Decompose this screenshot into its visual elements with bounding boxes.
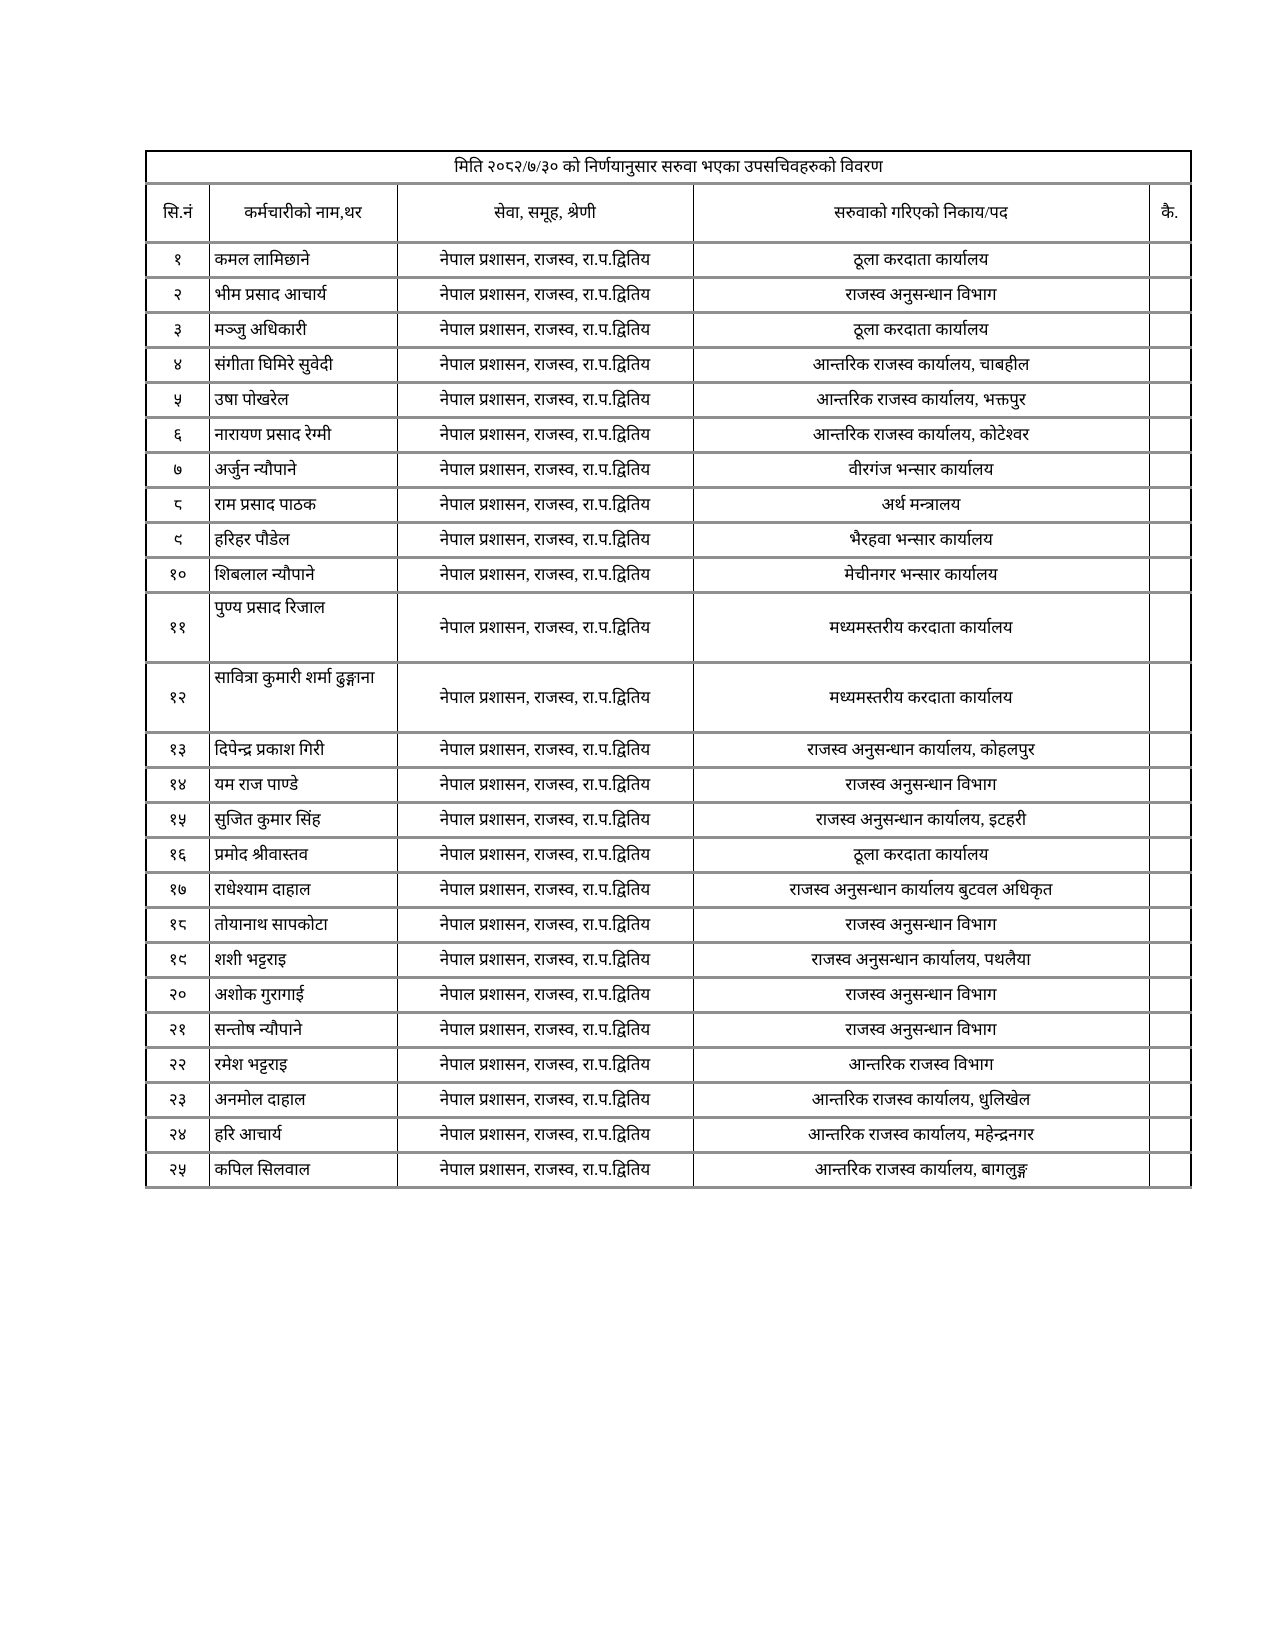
cell-employee-name: शशी भट्टराइ bbox=[209, 943, 397, 978]
cell-employee-name: यम राज पाण्डे bbox=[209, 768, 397, 803]
cell-employee-name: सावित्रा कुमारी शर्मा ढुङ्गाना bbox=[209, 663, 397, 733]
cell-remark bbox=[1149, 418, 1191, 453]
cell-remark bbox=[1149, 313, 1191, 348]
cell-employee-name: भीम प्रसाद आचार्य bbox=[209, 278, 397, 313]
table-row bbox=[146, 803, 1191, 838]
table-row bbox=[146, 523, 1191, 558]
cell-transfer-office: आन्तरिक राजस्व विभाग bbox=[693, 1048, 1149, 1083]
cell-service-group: नेपाल प्रशासन, राजस्व, रा.प.द्वितिय bbox=[397, 803, 693, 838]
cell-employee-name: दिपेन्द्र प्रकाश गिरी bbox=[209, 733, 397, 768]
cell-transfer-office: आन्तरिक राजस्व कार्यालय, महेन्द्रनगर bbox=[693, 1118, 1149, 1153]
cell-service-group: नेपाल प्रशासन, राजस्व, रा.प.द्वितिय bbox=[397, 873, 693, 908]
cell-serial-number: १५ bbox=[146, 803, 209, 838]
cell-remark bbox=[1149, 1153, 1191, 1188]
cell-service-group: नेपाल प्रशासन, राजस्व, रा.प.द्वितिय bbox=[397, 1048, 693, 1083]
cell-serial-number: २२ bbox=[146, 1048, 209, 1083]
table-row bbox=[146, 278, 1191, 313]
cell-serial-number: ७ bbox=[146, 453, 209, 488]
table-row bbox=[146, 978, 1191, 1013]
cell-serial-number: २१ bbox=[146, 1013, 209, 1048]
table-header-row bbox=[146, 184, 1191, 243]
col-header-service-group: सेवा, समूह, श्रेणी bbox=[397, 184, 693, 243]
table-title-row bbox=[146, 151, 1191, 184]
cell-serial-number: १० bbox=[146, 558, 209, 593]
col-header-transfer-office: सरुवाको गरिएको निकाय/पद bbox=[693, 184, 1149, 243]
cell-transfer-office: राजस्व अनुसन्धान कार्यालय बुटवल अधिकृत bbox=[693, 873, 1149, 908]
cell-service-group: नेपाल प्रशासन, राजस्व, रा.प.द्वितिय bbox=[397, 838, 693, 873]
cell-serial-number: ८ bbox=[146, 488, 209, 523]
cell-remark bbox=[1149, 1083, 1191, 1118]
cell-remark bbox=[1149, 1118, 1191, 1153]
table-row bbox=[146, 313, 1191, 348]
cell-transfer-office: राजस्व अनुसन्धान विभाग bbox=[693, 1013, 1149, 1048]
cell-remark bbox=[1149, 803, 1191, 838]
cell-serial-number: १६ bbox=[146, 838, 209, 873]
cell-serial-number: १९ bbox=[146, 943, 209, 978]
cell-serial-number: २३ bbox=[146, 1083, 209, 1118]
table-row bbox=[146, 1118, 1191, 1153]
cell-service-group: नेपाल प्रशासन, राजस्व, रा.प.द्वितिय bbox=[397, 1153, 693, 1188]
cell-employee-name: अशोक गुरागाई bbox=[209, 978, 397, 1013]
cell-transfer-office: अर्थ मन्त्रालय bbox=[693, 488, 1149, 523]
cell-transfer-office: मध्यमस्तरीय करदाता कार्यालय bbox=[693, 593, 1149, 663]
cell-service-group: नेपाल प्रशासन, राजस्व, रा.प.द्वितिय bbox=[397, 768, 693, 803]
cell-remark bbox=[1149, 593, 1191, 663]
cell-transfer-office: राजस्व अनुसन्धान कार्यालय, इटहरी bbox=[693, 803, 1149, 838]
col-header-remark: कै. bbox=[1149, 184, 1191, 243]
cell-employee-name: हरिहर पौडेल bbox=[209, 523, 397, 558]
cell-serial-number: ४ bbox=[146, 348, 209, 383]
cell-serial-number: ५ bbox=[146, 383, 209, 418]
cell-remark bbox=[1149, 873, 1191, 908]
cell-remark bbox=[1149, 488, 1191, 523]
cell-serial-number: २४ bbox=[146, 1118, 209, 1153]
cell-service-group: नेपाल प्रशासन, राजस्व, रा.प.द्वितिय bbox=[397, 1013, 693, 1048]
cell-remark bbox=[1149, 278, 1191, 313]
cell-transfer-office: राजस्व अनुसन्धान कार्यालय, पथलैया bbox=[693, 943, 1149, 978]
cell-employee-name: शिबलाल न्यौपाने bbox=[209, 558, 397, 593]
table-row bbox=[146, 943, 1191, 978]
cell-transfer-office: आन्तरिक राजस्व कार्यालय, कोटेश्वर bbox=[693, 418, 1149, 453]
cell-service-group: नेपाल प्रशासन, राजस्व, रा.प.द्वितिय bbox=[397, 978, 693, 1013]
cell-serial-number: १८ bbox=[146, 908, 209, 943]
cell-serial-number: २५ bbox=[146, 1153, 209, 1188]
cell-transfer-office: मेचीनगर भन्सार कार्यालय bbox=[693, 558, 1149, 593]
cell-service-group: नेपाल प्रशासन, राजस्व, रा.प.द्वितिय bbox=[397, 488, 693, 523]
cell-employee-name: अनमोल दाहाल bbox=[209, 1083, 397, 1118]
cell-remark bbox=[1149, 943, 1191, 978]
cell-serial-number: २ bbox=[146, 278, 209, 313]
cell-transfer-office: आन्तरिक राजस्व कार्यालय, बागलुङ्ग bbox=[693, 1153, 1149, 1188]
cell-employee-name: कमल लामिछाने bbox=[209, 243, 397, 278]
cell-employee-name: पुण्य प्रसाद रिजाल bbox=[209, 593, 397, 663]
cell-transfer-office: आन्तरिक राजस्व कार्यालय, भक्तपुर bbox=[693, 383, 1149, 418]
col-header-serial-number: सि.नं bbox=[146, 184, 209, 243]
cell-employee-name: प्रमोद श्रीवास्तव bbox=[209, 838, 397, 873]
cell-serial-number: ९ bbox=[146, 523, 209, 558]
cell-serial-number: १४ bbox=[146, 768, 209, 803]
cell-serial-number: १७ bbox=[146, 873, 209, 908]
cell-employee-name: राम प्रसाद पाठक bbox=[209, 488, 397, 523]
cell-service-group: नेपाल प्रशासन, राजस्व, रा.प.द्वितिय bbox=[397, 243, 693, 278]
cell-transfer-office: भैरहवा भन्सार कार्यालय bbox=[693, 523, 1149, 558]
cell-employee-name: राधेश्याम दाहाल bbox=[209, 873, 397, 908]
cell-remark bbox=[1149, 453, 1191, 488]
cell-remark bbox=[1149, 243, 1191, 278]
cell-transfer-office: आन्तरिक राजस्व कार्यालय, धुलिखेल bbox=[693, 1083, 1149, 1118]
cell-remark bbox=[1149, 523, 1191, 558]
cell-transfer-office: ठूला करदाता कार्यालय bbox=[693, 243, 1149, 278]
table-title: मिति २०८२/७/३० को निर्णयानुसार सरुवा भएका उपसचिवहरुको विवरण bbox=[454, 157, 883, 177]
cell-employee-name: हरि आचार्य bbox=[209, 1118, 397, 1153]
cell-serial-number: १ bbox=[146, 243, 209, 278]
table-row bbox=[146, 663, 1191, 733]
cell-remark bbox=[1149, 1048, 1191, 1083]
table-row bbox=[146, 873, 1191, 908]
cell-serial-number: ३ bbox=[146, 313, 209, 348]
cell-remark bbox=[1149, 383, 1191, 418]
table-row bbox=[146, 768, 1191, 803]
cell-service-group: नेपाल प्रशासन, राजस्व, रा.प.द्वितिय bbox=[397, 663, 693, 733]
table-row bbox=[146, 348, 1191, 383]
cell-transfer-office: ठूला करदाता कार्यालय bbox=[693, 838, 1149, 873]
cell-service-group: नेपाल प्रशासन, राजस्व, रा.प.द्वितिय bbox=[397, 383, 693, 418]
cell-employee-name: रमेश भट्टराइ bbox=[209, 1048, 397, 1083]
cell-remark bbox=[1149, 768, 1191, 803]
cell-employee-name: तोयानाथ सापकोटा bbox=[209, 908, 397, 943]
table-row bbox=[146, 418, 1191, 453]
table-row bbox=[146, 558, 1191, 593]
transfer-table bbox=[145, 150, 1192, 1189]
table-row bbox=[146, 908, 1191, 943]
cell-service-group: नेपाल प्रशासन, राजस्व, रा.प.द्वितिय bbox=[397, 1083, 693, 1118]
cell-remark bbox=[1149, 558, 1191, 593]
cell-service-group: नेपाल प्रशासन, राजस्व, रा.प.द्वितिय bbox=[397, 523, 693, 558]
table-row bbox=[146, 733, 1191, 768]
cell-employee-name: सुजित कुमार सिंह bbox=[209, 803, 397, 838]
cell-remark bbox=[1149, 838, 1191, 873]
table-body bbox=[146, 243, 1191, 1188]
table-row bbox=[146, 1013, 1191, 1048]
cell-service-group: नेपाल प्रशासन, राजस्व, रा.प.द्वितिय bbox=[397, 943, 693, 978]
cell-employee-name: कपिल सिलवाल bbox=[209, 1153, 397, 1188]
cell-remark bbox=[1149, 908, 1191, 943]
cell-employee-name: अर्जुन न्यौपाने bbox=[209, 453, 397, 488]
cell-serial-number: १३ bbox=[146, 733, 209, 768]
cell-transfer-office: राजस्व अनुसन्धान कार्यालय, कोहलपुर bbox=[693, 733, 1149, 768]
cell-serial-number: ११ bbox=[146, 593, 209, 663]
cell-serial-number: १२ bbox=[146, 663, 209, 733]
table-row bbox=[146, 1153, 1191, 1188]
col-header-employee-name: कर्मचारीको नाम,थर bbox=[209, 184, 397, 243]
cell-employee-name: नारायण प्रसाद रेग्मी bbox=[209, 418, 397, 453]
cell-service-group: नेपाल प्रशासन, राजस्व, रा.प.द्वितिय bbox=[397, 418, 693, 453]
cell-employee-name: सन्तोष न्यौपाने bbox=[209, 1013, 397, 1048]
cell-service-group: नेपाल प्रशासन, राजस्व, रा.प.द्वितिय bbox=[397, 558, 693, 593]
table-row bbox=[146, 453, 1191, 488]
cell-service-group: नेपाल प्रशासन, राजस्व, रा.प.द्वितिय bbox=[397, 733, 693, 768]
cell-service-group: नेपाल प्रशासन, राजस्व, रा.प.द्वितिय bbox=[397, 348, 693, 383]
table-row bbox=[146, 838, 1191, 873]
table-row bbox=[146, 243, 1191, 278]
cell-service-group: नेपाल प्रशासन, राजस्व, रा.प.द्वितिय bbox=[397, 453, 693, 488]
table-row bbox=[146, 593, 1191, 663]
table-row bbox=[146, 488, 1191, 523]
cell-transfer-office: राजस्व अनुसन्धान विभाग bbox=[693, 278, 1149, 313]
cell-service-group: नेपाल प्रशासन, राजस्व, रा.प.द्वितिय bbox=[397, 278, 693, 313]
cell-serial-number: ६ bbox=[146, 418, 209, 453]
cell-service-group: नेपाल प्रशासन, राजस्व, रा.प.द्वितिय bbox=[397, 593, 693, 663]
cell-transfer-office: आन्तरिक राजस्व कार्यालय, चाबहील bbox=[693, 348, 1149, 383]
cell-employee-name: उषा पोखरेल bbox=[209, 383, 397, 418]
cell-transfer-office: मध्यमस्तरीय करदाता कार्यालय bbox=[693, 663, 1149, 733]
cell-employee-name: संगीता घिमिरे सुवेदी bbox=[209, 348, 397, 383]
cell-service-group: नेपाल प्रशासन, राजस्व, रा.प.द्वितिय bbox=[397, 908, 693, 943]
table-row bbox=[146, 383, 1191, 418]
table-row bbox=[146, 1083, 1191, 1118]
cell-remark bbox=[1149, 978, 1191, 1013]
cell-transfer-office: राजस्व अनुसन्धान विभाग bbox=[693, 768, 1149, 803]
cell-remark bbox=[1149, 348, 1191, 383]
cell-service-group: नेपाल प्रशासन, राजस्व, रा.प.द्वितिय bbox=[397, 313, 693, 348]
cell-serial-number: २० bbox=[146, 978, 209, 1013]
cell-remark bbox=[1149, 733, 1191, 768]
cell-transfer-office: ठूला करदाता कार्यालय bbox=[693, 313, 1149, 348]
cell-transfer-office: राजस्व अनुसन्धान विभाग bbox=[693, 978, 1149, 1013]
cell-employee-name: मञ्जु अधिकारी bbox=[209, 313, 397, 348]
cell-service-group: नेपाल प्रशासन, राजस्व, रा.प.द्वितिय bbox=[397, 1118, 693, 1153]
cell-transfer-office: राजस्व अनुसन्धान विभाग bbox=[693, 908, 1149, 943]
cell-transfer-office: वीरगंज भन्सार कार्यालय bbox=[693, 453, 1149, 488]
cell-remark bbox=[1149, 1013, 1191, 1048]
table-row bbox=[146, 1048, 1191, 1083]
cell-remark bbox=[1149, 663, 1191, 733]
